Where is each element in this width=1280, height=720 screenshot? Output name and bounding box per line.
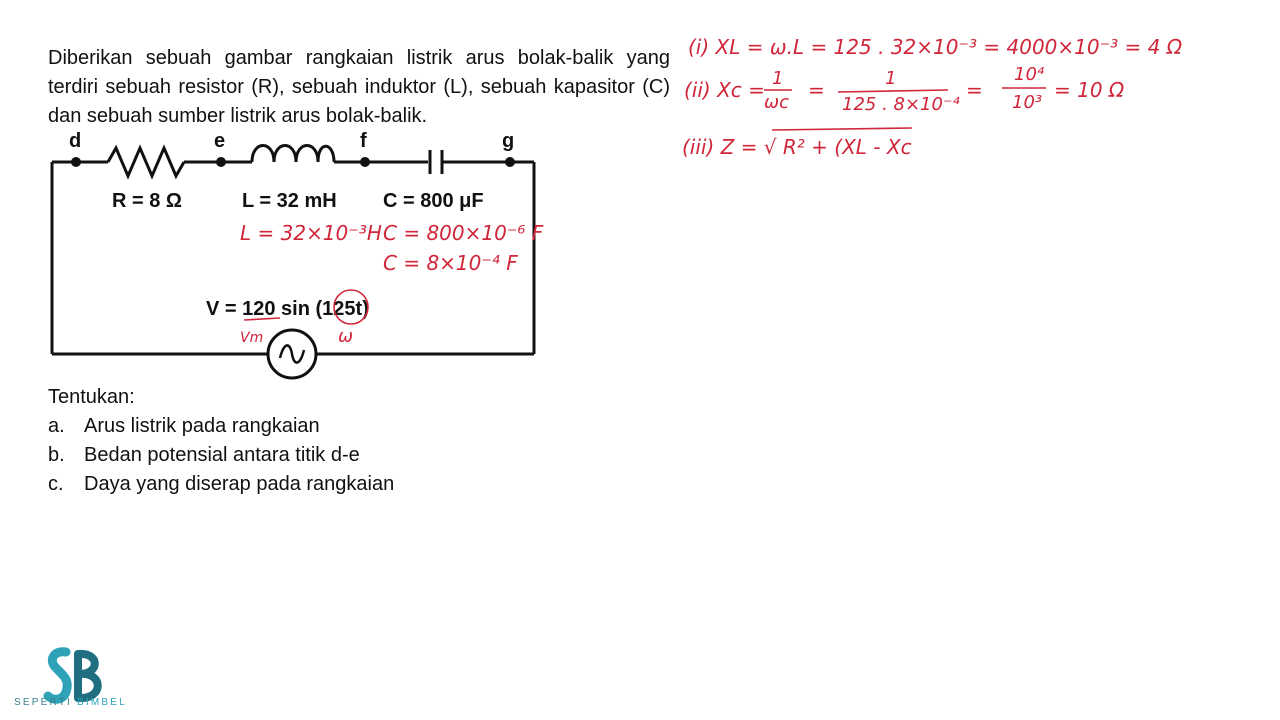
problem-statement: Diberikan sebuah gambar rangkaian listrik arus bolak-balik yang terdiri sebuah resistor (R), sebuah induktor (L), sebuah kapasitor (C) dan sebuah sumber listrik arus bolak-balik.	[48, 47, 670, 127]
brand-name-1: SEPERTI	[14, 697, 73, 708]
frac1-den: ωc	[764, 92, 789, 113]
task-item	[48, 470, 394, 499]
task-item	[48, 412, 394, 441]
brand-name	[14, 697, 127, 708]
task-text: Arus listrik pada rangkaian	[84, 415, 320, 437]
task-label: c.	[48, 473, 64, 495]
vm-underline	[244, 318, 280, 320]
node-g-label: g	[502, 130, 515, 152]
capacitor-si-note-2: C = 8×10⁻⁴ F	[383, 251, 518, 275]
node-d-label: d	[69, 130, 82, 152]
frac1-num: 1	[772, 68, 784, 89]
work-line-2-end: = 10 Ω	[1054, 78, 1125, 102]
work-line-3: (iii) Z = √ R² + (XL - Xc	[682, 135, 912, 159]
frac3-den: 10³	[1012, 92, 1043, 113]
sqrt-bar	[772, 128, 912, 130]
inductor-si-note: L = 32×10⁻³H	[240, 221, 382, 245]
frac2-bar	[838, 90, 948, 92]
omega-mark: ω	[338, 326, 354, 347]
capacitor-label: C = 800 μF	[383, 190, 484, 212]
node-e-label: e	[214, 130, 226, 152]
frac3-num: 10⁴	[1014, 64, 1045, 85]
task-item	[48, 441, 394, 470]
task-text: Bedan potensial antara titik d-e	[84, 444, 360, 466]
vm-mark: Vm	[240, 330, 264, 346]
resistor-label: R = 8 Ω	[112, 190, 182, 212]
tasks-heading: Tentukan:	[48, 386, 135, 408]
task-text: Daya yang diserap pada rangkaian	[84, 473, 395, 495]
frac2-equals: =	[966, 78, 983, 102]
task-label: a.	[48, 415, 65, 437]
frac1-equals: =	[808, 78, 825, 102]
source-label: V = 120 sin (125t)	[206, 298, 369, 320]
frac2-den: 125 . 8×10⁻⁴	[842, 94, 960, 115]
omega-circle	[334, 290, 368, 324]
capacitor-si-note: C = 800×10⁻⁶ F	[383, 221, 544, 245]
node-f-label: f	[360, 130, 367, 152]
work-line-2-lead: (ii) Xc =	[684, 78, 765, 102]
task-label: b.	[48, 444, 65, 466]
frac2-num: 1	[885, 68, 897, 89]
work-line-1: (i) XL = ω.L = 125 . 32×10⁻³ = 4000×10⁻³ = 4 Ω	[688, 35, 1183, 59]
brand-name-2: BIMBEL	[77, 697, 127, 708]
inductor-label: L = 32 mH	[242, 190, 337, 212]
tasks-list	[48, 383, 394, 499]
